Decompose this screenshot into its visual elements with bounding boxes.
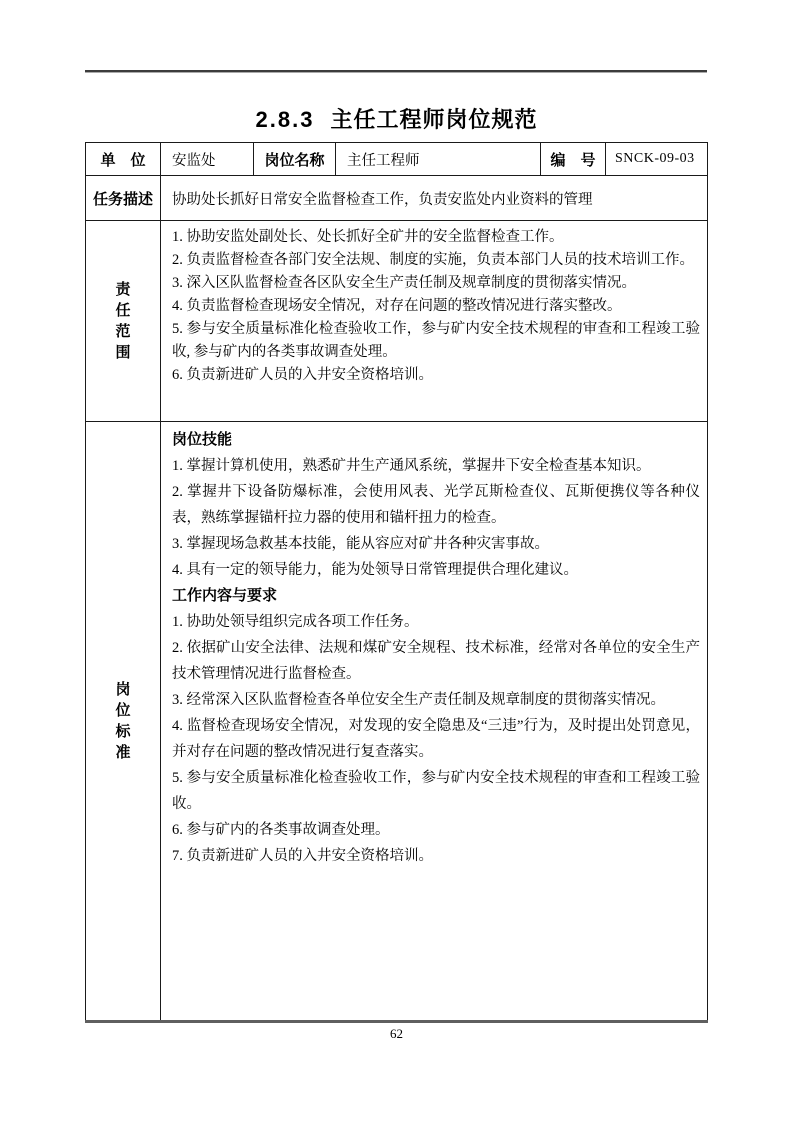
list-item: 1. 协助安监处副处长、处长抓好全矿井的安全监督检查工作。 <box>172 229 564 245</box>
position-name-value: 主任工程师 <box>336 143 541 176</box>
list-item: 1. 掌握计算机使用，熟悉矿井生产通风系统，掌握井下安全检查基本知识。 <box>172 458 651 474</box>
unit-label: 单 位 <box>86 143 161 176</box>
task-description-value: 协助处长抓好日常安全监督检查工作，负责安监处内业资料的管理 <box>161 176 708 221</box>
list-item: 2. 依据矿山安全法律、法规和煤矿安全规程、技术标准，经常对各单位的安全生产技术管理情况进行监督检查。 <box>172 640 700 682</box>
code-value: SNCK-09-03 <box>606 143 708 176</box>
list-item: 6. 参与矿内的各类事故调查处理。 <box>172 822 390 838</box>
code-label: 编 号 <box>541 143 606 176</box>
table-row <box>86 143 708 176</box>
list-item: 1. 协助处领导组织完成各项工作任务。 <box>172 614 419 630</box>
list-item: 4. 监督检查现场安全情况，对发现的安全隐患及“三违”行为，及时提出处罚意见，并对存在问题的整改情况进行复查落实。 <box>172 718 700 760</box>
page-number: 62 <box>390 1026 403 1041</box>
list-item: 7. 负责新进矿人员的入井安全资格培训。 <box>172 848 433 864</box>
table-row <box>86 221 708 422</box>
list-item: 3. 掌握现场急救基本技能，能从容应对矿井各种灾害事故。 <box>172 536 549 552</box>
skills-section-header: 岗位技能 <box>172 431 233 448</box>
section-title-text: 主任工程师岗位规范 <box>330 107 538 132</box>
list-item: 4. 负责监督检查现场安全情况，对存在问题的整改情况进行落实整改。 <box>172 298 622 314</box>
unit-value: 安监处 <box>161 143 254 176</box>
list-item: 3. 经常深入区队监督检查各单位安全生产责任制及规章制度的贯彻落实情况。 <box>172 692 665 708</box>
list-item: 3. 深入区队监督检查各区队安全生产责任制及规章制度的贯彻落实情况。 <box>172 275 636 291</box>
section-number: 2.8.3 <box>255 107 315 132</box>
table-row <box>86 422 708 1022</box>
job-spec-table <box>85 142 708 1023</box>
list-item: 6. 负责新进矿人员的入井安全资格培训。 <box>172 367 433 383</box>
responsibility-scope-label-cell <box>86 221 161 422</box>
position-name-label: 岗位名称 <box>254 143 336 176</box>
list-item: 2. 负责监督检查各部门安全法规、制度的实施，负责本部门人员的技术培训工作。 <box>172 252 694 268</box>
task-description-label: 任务描述 <box>86 176 161 221</box>
work-content-section-header: 工作内容与要求 <box>172 587 278 604</box>
list-item: 5. 参与安全质量标准化检查验收工作，参与矿内安全技术规程的审查和工程竣工验收。 <box>172 770 700 812</box>
list-item: 2. 掌握井下设备防爆标准，会使用风表、光学瓦斯检查仪、瓦斯便携仪等各种仪表，熟练掌握锚杆拉力器的使用和锚杆扭力的检查。 <box>172 484 700 526</box>
position-standard-label: 岗位标准 <box>115 681 131 761</box>
list-item: 5. 参与安全质量标准化检查验收工作，参与矿内安全技术规程的审查和工程竣工验收, 参与矿内的各类事故调查处理。 <box>172 321 700 360</box>
page-title <box>0 103 793 134</box>
list-item: 4. 具有一定的领导能力，能为处领导日常管理提供合理化建议。 <box>172 562 578 578</box>
responsibility-scope-label: 责任范围 <box>115 281 131 361</box>
position-standard-content <box>161 422 708 1022</box>
header-rule <box>85 70 707 73</box>
responsibility-scope-content <box>161 221 708 422</box>
position-standard-label-cell <box>86 422 161 1022</box>
table-row <box>86 176 708 221</box>
